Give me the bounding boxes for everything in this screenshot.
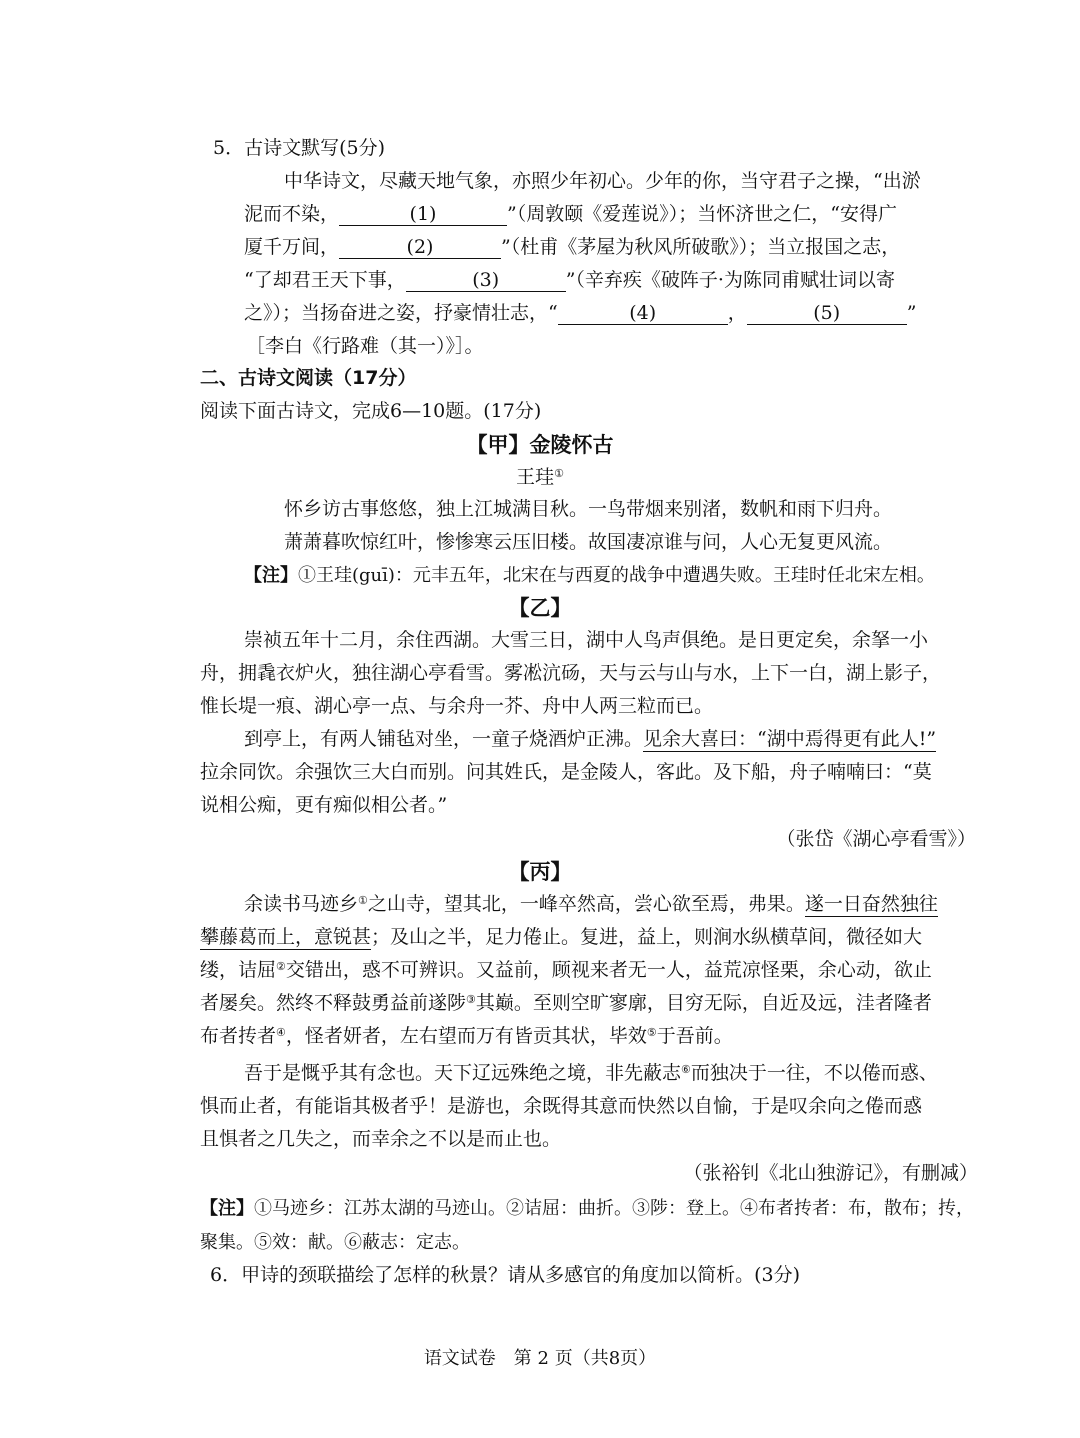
passage-bing-line-5-text-c: 于吾前。 [656, 1025, 733, 1047]
poem-jia-author-name: 王珪 [516, 466, 555, 488]
passage-bing-line-3 [200, 961, 932, 980]
q5-line-5 [244, 304, 916, 325]
q5-line-2 [244, 205, 897, 226]
answer-blank-2[interactable]: (2) [339, 238, 501, 259]
answer-blank-1[interactable]: (1) [339, 205, 507, 226]
q5-line-1: 中华诗文，尽藏天地气象，亦照少年初心。少年的你，当守君子之操，“出淤 [284, 170, 921, 192]
q5-line-3-text-b: ”（杜甫《茅屋为秋风所破歌》）；当立报国之志， [501, 236, 901, 258]
q5-line-5-text-b: ， [727, 302, 747, 324]
poem-jia-note-text: ①王珪(guī)：元丰五年，北宋在与西夏的战争中遭遇失败。王珪时任北宋左相。 [298, 565, 935, 586]
section-2-title: 二、古诗文阅读（17分） [200, 367, 417, 389]
page-footer: 语文试卷 第 2 页（共8页） [423, 1348, 657, 1369]
q6-text: 6．甲诗的颈联描绘了怎样的秋景？请从多感官的角度加以简析。(3分) [210, 1264, 801, 1286]
passage-yi-title: 【乙】 [508, 596, 572, 620]
q5-line-3 [244, 238, 900, 259]
poem-jia-author-note-mark: ① [554, 467, 564, 480]
passage-yi-line-6: 说相公痴，更有痴似相公者。” [200, 794, 448, 816]
passage-bing-source: （张裕钊《北山独游记》，有删减） [683, 1162, 978, 1184]
passage-bing-line-5-text-a: 布者抟者 [200, 1025, 277, 1047]
passage-yi-line-4-text: 到亭上，有两人铺毡对坐，一童子烧酒炉正沸。 [244, 728, 644, 750]
passage-yi-source: （张岱《湖心亭看雪》） [776, 828, 976, 850]
passage-bing-note-label: 【注】 [200, 1198, 254, 1219]
q5-line-6: ［李白《行路难（其一）》］。 [246, 335, 484, 357]
poem-jia-title: 【甲】金陵怀古 [466, 433, 614, 457]
poem-jia-author [0, 468, 1080, 487]
passage-bing-line-3-text-b: 交错出，惑不可辨识。又益前，顾视来者无一人，益荒凉怪栗，余心动，欲止 [285, 959, 932, 981]
passage-yi-underlined-sentence: 见余大喜曰：“湖中焉得更有此人!” [643, 728, 937, 750]
answer-blank-3[interactable]: (3) [406, 271, 566, 292]
section-2-instruction: 阅读下面古诗文，完成6—10题。(17分) [200, 400, 542, 422]
q5-line-4-text-a: “了却君王天下事， [244, 269, 406, 291]
passage-bing-line-7: 惧而止者，有能诣其极者乎！是游也，余既得其意而快然以自愉，于是叹余向之倦而惑 [200, 1095, 923, 1117]
passage-bing-note-line-1 [200, 1200, 974, 1218]
answer-blank-4[interactable]: (4) [558, 304, 728, 325]
passage-bing-underlined-sentence-part-2: 攀藤葛而上，意锐甚 [200, 926, 372, 948]
passage-bing-note-line-2: 聚集。⑤效：献。⑥蔽志：定志。 [200, 1232, 470, 1253]
passage-yi-line-1: 崇祯五年十二月，余住西湖。大雪三日，湖中人鸟声俱绝。是日更定矣，余拏一小 [244, 629, 929, 651]
poem-jia-note-label: 【注】 [244, 565, 298, 586]
poem-jia-line-1: 怀乡访古事悠悠，独上江城满目秋。一鸟带烟来别渚，数帆和雨下归舟。 [284, 498, 893, 520]
passage-bing-line-4 [200, 994, 932, 1013]
poem-jia-line-2: 萧萧暮吹惊红叶，惨惨寒云压旧楼。故国凄凉谁与问，人心无复更风流。 [284, 531, 893, 553]
answer-blank-5[interactable]: (5) [747, 304, 907, 325]
passage-yi-line-5: 拉余同饮。余强饮三大白而别。问其姓氏，是金陵人，客此。及下船，舟子喃喃曰：“莫 [200, 761, 932, 783]
q5-line-4 [244, 271, 895, 292]
poem-jia-note [244, 567, 935, 585]
passage-bing-line-2-text: ；及山之半，足力倦止。复进，益上，则涧水纵横草间，微径如大 [371, 926, 923, 948]
q5-line-4-text-b: ”（辛弃疾《破阵子·为陈同甫赋壮词以寄 [565, 269, 895, 291]
note-mark-1: ① [358, 894, 368, 907]
passage-bing-note-text-1: ①马迹乡：江苏太湖的马迹山。②诘屈：曲折。③陟：登上。④布者抟者：布，散布；抟， [254, 1198, 974, 1219]
passage-bing-line-1 [244, 895, 938, 914]
passage-bing-line-5-text-b: ，怪者妍者，左右望而万有皆贡其状，毕效 [285, 1025, 647, 1047]
passage-yi-line-2: 舟，拥毳衣炉火，独往湖心亭看雪。雾凇沆砀，天与云与山与水，上下一白，湖上影子， [200, 662, 942, 684]
note-mark-3: ③ [466, 993, 476, 1006]
passage-bing-line-6-text-b: 而独决于一往，不以倦而惑、 [690, 1062, 938, 1084]
passage-bing-line-3-text-a: 缕，诘屈 [200, 959, 277, 981]
passage-bing-title: 【丙】 [508, 860, 572, 884]
note-mark-4: ④ [276, 1026, 286, 1039]
passage-bing-line-6 [244, 1064, 938, 1083]
q5-heading: 5．古诗文默写(5分) [213, 137, 386, 159]
q5-line-2-text-a: 泥而不染， [244, 203, 340, 225]
passage-bing-line-2 [200, 928, 922, 947]
passage-bing-line-4-text-b: 其巅。至则空旷寥廓，目穷无际，自近及远，洼者隆者 [475, 992, 932, 1014]
note-mark-6: ⑥ [681, 1063, 691, 1076]
passage-bing-underlined-sentence-part-1: 遂一日奋然独往 [804, 893, 938, 915]
note-mark-5: ⑤ [646, 1026, 657, 1039]
q5-line-5-text-a: 之》）；当扬奋进之姿，抒豪情壮志，“ [244, 302, 558, 324]
passage-yi-line-4 [244, 730, 936, 749]
q5-line-3-text-a: 厦千万间， [244, 236, 340, 258]
passage-bing-line-1-text-b: 之山寺，望其北，一峰卒然高，尝心欲至焉，弗果。 [367, 893, 805, 915]
passage-bing-line-5 [200, 1027, 733, 1046]
passage-yi-line-3: 惟长堤一痕、湖心亭一点、与余舟一芥、舟中人两三粒而已。 [200, 695, 714, 717]
note-mark-2: ② [276, 960, 286, 973]
q5-line-5-text-c: ” [906, 302, 917, 324]
passage-bing-line-1-text-a: 余读书马迹乡 [244, 893, 359, 915]
passage-bing-line-8: 且惧者之几失之，而幸余之不以是而止也。 [200, 1128, 562, 1150]
q5-line-2-text-b: ”（周敦颐《爱莲说》）；当怀济世之仁，“安得广 [507, 203, 897, 225]
passage-bing-line-6-text-a: 吾于是慨乎其有念也。天下辽远殊绝之境，非先蔽志 [244, 1062, 682, 1084]
passage-bing-line-4-text-a: 者屡矣。然终不释鼓勇益前遂陟 [200, 992, 467, 1014]
